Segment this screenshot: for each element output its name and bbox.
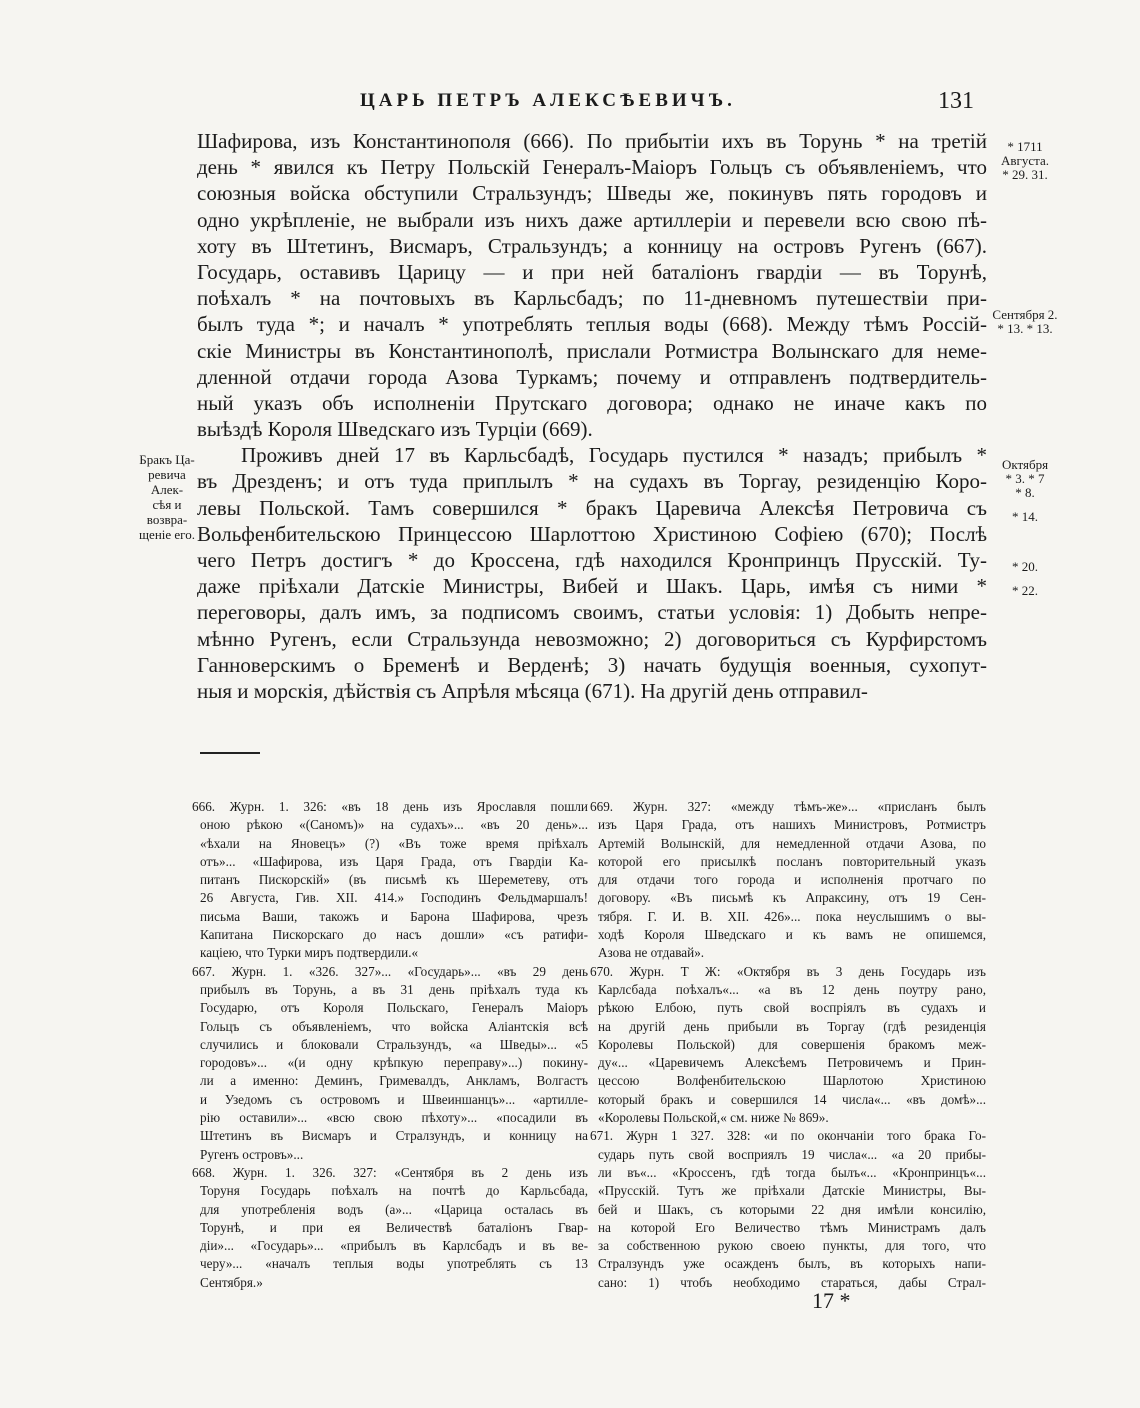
footnote-line: случились и блоковали Стральзундъ, «а Шведы»... «5 [200,1036,588,1052]
text-line: хоту въ Штетинъ, Висмаръ, Стральзундъ; а конницу на островъ Ругенъ (667). [197,233,987,258]
footnote-line: Ругенъ островъ»... [200,1146,304,1162]
margin-date-line: Октября [1001,457,1049,472]
footnote-line: Артемій Волынскій, для немедленной отдачи Азова, по [598,835,986,851]
footnote-line: 670. Журн. Т Ж: «Октября въ 3 день Государь изъ [590,963,986,979]
footnote-line: Стралзундъ уже осажденъ былъ, въ которыхъ напи- [598,1256,986,1272]
footnote-line: Торуня Государь поѣхалъ на почтѣ до Карльсбада, [200,1183,588,1199]
margin-date-line: * 13. * 13. [997,321,1053,336]
margin-date [985,140,1065,182]
text-line: чего Петръ достигъ * до Кроссена, гдѣ находился Кронпринцъ Прусскій. Ту- [197,548,987,572]
footnote-line: за собственною рукою своею пункты, для того, что [598,1238,986,1254]
footnote-line: изъ Царя Града, отъ нашихъ Министровъ, Ротмистръ [598,817,986,833]
footnote-line: на которой Его Величество тѣмъ Министрамъ далъ [598,1219,986,1235]
footnote-line: Государю, отъ Короля Польскаго, Генералъ Маіоръ [200,1000,588,1016]
footnote-line: письма Ваши, такожъ и Барона Шафирова, чрезъ [200,908,588,924]
sidenote-line: Бракъ Ца- [139,452,195,467]
footnote-line: ли а именно: Деминъ, Гримевалдъ, Анкламъ, Волгастъ [200,1073,588,1089]
text-line: Ганноверскимъ о Бременѣ и Верденѣ; 3) начать будущія военныя, сухопут- [197,652,987,677]
main-text [197,128,987,704]
footnote-line: 671. Журн 1 327. 328: «и по окончаніи того брака Го- [590,1128,986,1144]
text-line: Шафирова, изъ Константинополя (666). По прибытіи ихъ въ Торунь * на третій [197,129,987,153]
text-line: переговоры, далъ имъ, за подписомъ своимъ, статьи условія: 1) Добыть непре- [197,600,987,625]
footnote-line: Штетинъ въ Висмаръ и Стралзундъ, и конницу на [200,1128,588,1144]
footnote-line: ду«... «Царевичемъ Алексѣемъ Петровичемъ и Прин- [598,1055,986,1071]
footnote-line: сано: 1) чтобъ необходимо стараться, дабы Страл- [598,1274,986,1290]
footnote-line: который бракъ и совершился 14 числа«... «въ домѣ»... [598,1091,986,1107]
margin-date-line: * 3. * 7 [1005,471,1045,486]
footnote-line: 26 Августа, Гив. XII. 414.» Господинъ Фельдмаршалъ! [200,890,588,906]
text-line: былъ туда *; и началъ * употреблять теплыя воды (668). Между тѣмъ Россій- [197,312,987,337]
text-line: выѣздѣ Короля Шведскаго изъ Турціи (669). [197,417,593,442]
footnote-line: черу»... «началъ теплыя воды употреблять съ 13 [200,1256,588,1272]
footnote-line: прибылъ въ Торунь, а въ 31 день пріѣхалъ туда къ [200,981,588,997]
text-line: Вольфенбительскою Принцессою Шарлоттою Христиною Софіею (670); Послѣ [197,521,987,546]
sidenote-line: ревича Алек- [148,467,186,497]
footnote-line: цессою Волфенбительскою Шарлотою Христиною [598,1073,986,1089]
text-line: союзныя войска обступили Стральзундъ; Шведы же, покинувъ пять городовъ и [197,181,987,206]
footnote-line: каціею, что Турки миръ подтвердили.« [200,945,419,961]
footnote-line: отъ»... «Шафирова, изъ Царя Града, отъ Гвардіи Ка- [200,853,588,869]
footnote-line: ходѣ Короля Шведскаго и къ вамъ не опишемся, [598,927,986,943]
sidenote-marriage [134,452,200,542]
text-line: Государь, оставивъ Царицу — и при ней баталіонъ гвардіи — въ Торунѣ, [197,259,987,284]
footnote-line: 666. Журн. 1. 326: «въ 18 день изъ Ярославля пошли [192,799,588,814]
text-line: скіе Министры въ Константинополѣ, прислали Ротмистра Волынскаго для неме- [197,338,987,363]
footnote-line: Гольцъ съ объявленіемъ, что войска Аліантскія всѣ [200,1018,588,1034]
margin-date-line: * 29. 31. [1002,167,1048,182]
text-line: въ Дрезденъ; и отъ туда приплылъ * на судахъ въ Торгау, резиденцію Коро- [197,469,987,494]
margin-date [985,584,1065,598]
footnote-line: «Королевы Польской,« см. ниже № 869». [598,1110,829,1126]
margin-date-line: * 1711 [1007,139,1043,154]
footnote-line: тября. Г. И. В. XII. 426»... пока неуслышимъ о вы- [598,908,986,924]
footnote-line: 667. Журн. 1. «326. 327»... «Государь»... «въ 29 день [192,963,588,979]
footnote-divider [200,752,260,754]
margin-date-line: * 8. [1015,485,1035,500]
margin-date [985,560,1065,574]
footnote-line: 668. Журн. 1. 326. 327: «Сентября въ 2 день изъ [192,1164,588,1180]
footnote-line: ли въ«... «Кроссенъ, гдѣ тогда былъ«... «Кронпринцъ«... [598,1164,986,1180]
footnote-line: Капитана Пискорскаго до насъ дошли» «съ ратифи- [200,927,588,943]
text-line: дленной отдачи города Азова Туркамъ; почему и отправленъ подтвердитель- [197,364,987,389]
footnote-line: Торунѣ, и при ея Величествѣ баталіонъ Гвар- [200,1219,588,1235]
text-line: Проживъ дней 17 въ Карльсбадѣ, Государь пустился * назадъ; прибылъ * [241,443,987,468]
footnote-line: «ѣхали на Яновецъ» (?) «Въ тоже время пріѣхалъ [200,835,588,851]
signature-mark: 17 * [812,1288,851,1313]
footnotes-left-column [192,798,588,1292]
text-line: даже пріѣхали Датскіе Министры, Вибей и Шакъ. Царь, имѣя съ ними * [197,574,987,599]
text-line: мѣнно Ругенъ, если Стральзунда невозможно; 2) договориться съ Курфирстомъ [197,626,987,651]
text-line: день * явился къ Петру Польскій Генералъ-Маіоръ Гольцъ съ объявленіемъ, что [197,155,987,180]
footnote-line: рію оставили»... «всю свою пѣхоту»... «посадили въ [200,1110,588,1126]
footnote-line: рѣкою Елбою, путь свой воспріялъ въ судахъ и [598,1000,986,1016]
footnote-line: договору. «Въ письмѣ къ Апраксину, отъ 19 Сен- [598,890,986,906]
footnote-line: Сентября.» [200,1274,263,1290]
footnote-line: для отдачи того города и исполненія протчаго по [598,872,986,888]
margin-date [985,458,1065,500]
footnote-line: діи»... «Государь»... «прибылъ въ Карлсбадъ и въ ве- [200,1238,588,1254]
sidenote-line: сѣя и возвра- [146,497,188,527]
footnote-line: Азова не отдавай». [598,945,705,961]
margin-date [985,510,1065,524]
margin-date-line: * 14. [1012,509,1038,524]
margin-date-line: Сентября 2. [992,307,1058,322]
margin-date-line: Августа. [1001,153,1049,168]
margin-date-line: * 22. [1012,583,1038,598]
running-title: ЦАРЬ ПЕТРЪ АЛЕКСѢЕВИЧЪ. [360,90,736,111]
footnote-line: которой его присылкѣ посланъ повторительный указъ [598,853,986,869]
text-line: поѣхалъ * на почтовыхъ въ Карльсбадъ; по 11-дневномъ путешествіи при- [197,286,987,311]
sidenote-line: щеніе его. [139,527,195,542]
footnote-line: «Прусскій. Тутъ же пріѣхали Датскіе Министры, Вы- [598,1183,986,1199]
text-line: ный указъ объ исполненіи Прутскаго договора; однако не иначе какъ по [197,390,987,415]
footnote-line: городовъ»... «(и одну крѣпкую переправу»...) покину- [200,1055,588,1071]
footnote-line: сударь путь свой восприялъ 19 числа«... «а 20 прибы- [598,1146,986,1162]
page-number: 131 [938,88,974,114]
footnote-line: на другій день прибыли въ Торгау (гдѣ резиденція [598,1018,986,1034]
footnote-line: оною рѣкою «(Саномъ)» на судахъ»... «въ 20 день»... [200,817,588,833]
margin-date [985,308,1065,336]
text-line: левы Польской. Тамъ совершился * бракъ Царевича Алексѣя Петровича съ [197,495,987,520]
footnotes-right-column [590,798,986,1292]
footnote-line: бей и Шакъ, съ которыми 22 дня имѣли консилію, [598,1201,986,1217]
footnote-line: и Узедомъ съ островомъ и Швеиншанцъ»... «артилле- [200,1091,588,1107]
text-line: ныя и морскія, дѣйствія съ Апрѣля мѣсяца (671). На другій день отправил- [197,678,868,703]
footnote-line: для употребленія водъ (а»... «Царица осталась въ [200,1201,588,1217]
footnote-line: Королевы Польской) для совершенія бракомъ меж- [598,1036,986,1052]
footnote-line: питанъ Пискорскій» (въ письмѣ къ Шереметеву, отъ [200,872,588,888]
margin-date-line: * 20. [1012,559,1038,574]
text-line: одно укрѣпленіе, не выбрали изъ нихъ даже артиллеріи и перевели всю свою пѣ- [197,207,987,232]
footnote-line: Карлсбада поѣхалъ«... «а въ 12 день поутру рано, [598,981,986,997]
footnote-line: 669. Журн. 327: «между тѣмъ-же»... «присланъ былъ [590,799,986,814]
